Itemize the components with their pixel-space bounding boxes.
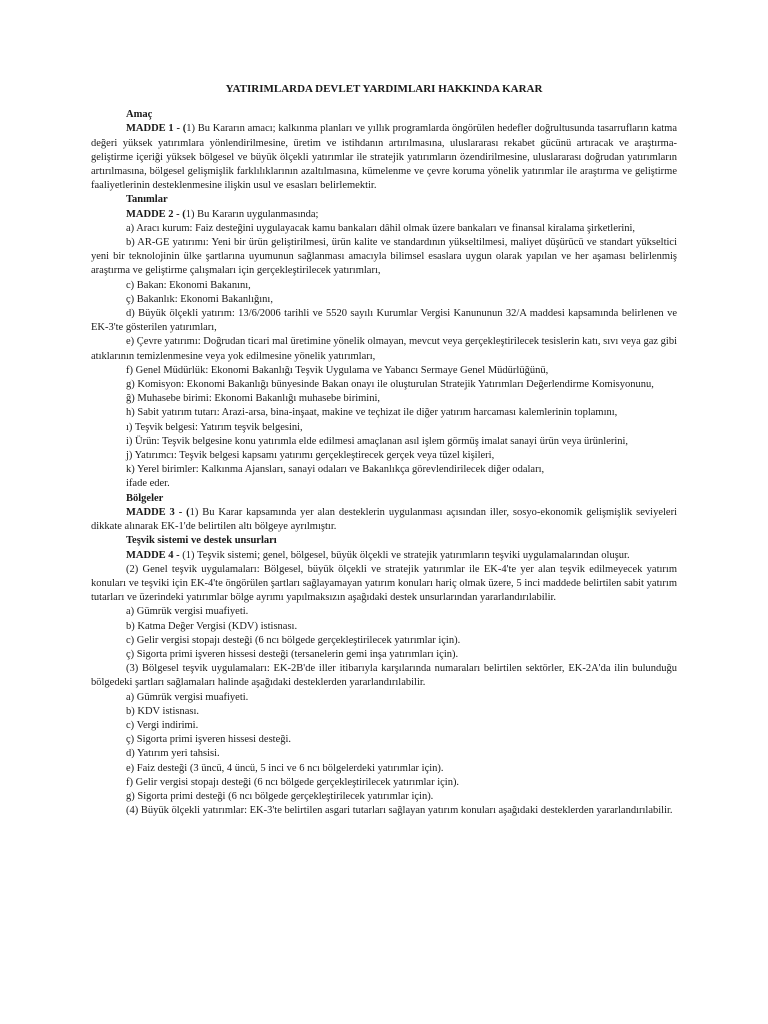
definition-item: k) Yerel birimler: Kalkınma Ajansları, sanayi odaları ve Bakanlıkça görevlendirilecek diğer odaları,: [126, 464, 545, 476]
article-4-label: MADDE 4 -: [126, 549, 183, 561]
article-3-text: 1) Bu Karar kapsamında yer alan desteklerin uygulanması açısından iller, sosyo-ekonomik gelişmişlik seviyeleri dikkate alınarak EK-1'de belirtilen altı bölgeye ayrılmıştır.: [91, 506, 678, 533]
list-item: f) Gelir vergisi stopajı desteği (6 ncı bölgede gerçekleştirilecek yatırımlar için).: [126, 776, 460, 788]
definition-item: a) Aracı kurum: Faiz desteğini uygulayacak kamu bankaları dâhil olmak üzere bankaları ve finansal kiralama şirketlerini,: [126, 222, 636, 234]
article-3-label: MADDE 3 - (: [126, 506, 190, 518]
heading-amac: Amaç: [126, 109, 153, 121]
list-item: d) Yatırım yeri tahsisi.: [126, 748, 220, 760]
heading-tanimlar: Tanımlar: [126, 194, 168, 206]
list-item: c) Vergi indirimi.: [126, 719, 199, 731]
definition-item: d) Büyük ölçekli yatırım: 13/6/2006 tarihli ve 5520 sayılı Kurumlar Vergisi Kanununun 32/A maddesi kapsamında belirlenen ve EK-3'te gösterilen yatırımları,: [91, 308, 677, 334]
definition-item: ğ) Muhasebe birimi: Ekonomi Bakanlığı muhasebe birimini,: [126, 393, 380, 405]
definition-closing: ifade eder.: [126, 478, 170, 490]
document-page: [91, 82, 677, 818]
article-2: [91, 208, 677, 222]
definition-item: e) Çevre yatırımı: Doğrudan ticari mal üretimine yönelik olmayan, mevcut veya gerçekleştirilecek tesislerin katı, sıvı veya gaz gibi atıklarının temizlenmesine veya yok edilmesine yönelik yatırımları,: [91, 336, 677, 362]
definition-item: j) Yatırımcı: Teşvik belgesi kapsamı yatırımı gerçekleştirecek gerçek veya tüzel kişileri,: [126, 450, 495, 462]
article-2-text: 1) Bu Kararın uygulanmasında;: [185, 208, 319, 220]
paragraph-2: (2) Genel teşvik uygulamaları: Bölgesel, büyük ölçekli ve stratejik yatırımlar ile EK-4'te yer alan teşvik edilmeyecek yatırım konuları ve teşviki için EK-4'te öngörülen şartları sağlayamayan yatırım konuları hariç olmak üzere, 5 inci maddede belirtilen sabit yatırım tutarları ve üzerindeki yatırımlar bölge ayrımı yapılmaksızın aşağıdaki destek unsurlarından yararlandırılabilir.: [91, 563, 677, 604]
definition-item: ı) Teşvik belgesi: Yatırım teşvik belgesini,: [126, 421, 303, 433]
definition-item: b) AR-GE yatırımı: Yeni bir ürün geliştirilmesi, ürün kalite ve standardının yükseltilmesi, maliyet düşürücü ve standart yükseltici yeni bir teknolojinin ülke şartlarına uyumunun sağlanması amacıyla bilimsel esaslara uygun olarak yapılan ve her aşaması belirlenmiş araştırma ve geliştirme çalışmaları için gerçekleştirilecek yatırımları,: [91, 237, 677, 277]
list-item: b) Katma Değer Vergisi (KDV) istisnası.: [126, 620, 298, 632]
definition-item: ç) Bakanlık: Ekonomi Bakanlığını,: [126, 293, 273, 305]
paragraph-4: (4) Büyük ölçekli yatırımlar: EK-3'te belirtilen asgari tutarları sağlayan yatırım konuları aşağıdaki desteklerden yararlandırılabilir.: [126, 805, 673, 817]
list-item: a) Gümrük vergisi muafiyeti.: [126, 606, 249, 618]
list-item: ç) Sigorta primi işveren hissesi desteği.: [126, 734, 292, 746]
definition-item: h) Sabit yatırım tutarı: Arazi-arsa, bina-inşaat, makine ve teçhizat ile diğer yatırım harcaması kalemlerinin toplamını,: [126, 407, 618, 419]
article-2-label: MADDE 2 - (: [126, 208, 186, 220]
article-1-label: MADDE 1 - (: [126, 123, 187, 135]
article-3: [91, 506, 677, 534]
article-1-text: 1) Bu Kararın amacı; kalkınma planları ve yıllık programlarda öngörülen hedefler doğrultusunda tasarrufların katma değeri yüksek yatırımlara yönlendirilmesine, üretim ve istihdanın artırılmasına, uluslararası rekabet gücünü artıracak ve araştırma- geliştirme içeriği yüksek bölgesel ve büyük ölçekli yatırımlar ile stratejik yatırımların özendirilmesine, uluslararası doğrudan yatırımların artırılmasına, bölgesel gelişmişlik farklılıklarının azaltılmasına, kümelenme ve çevre koruma yönelik yatırımlar ile araştırma ve geliştirme faaliyetlerinin desteklenmesine ilişkin usul ve esasları belirlemektir.: [91, 123, 678, 192]
definition-item: g) Komisyon: Ekonomi Bakanlığı bünyesinde Bakan onayı ile oluşturulan Stratejik Yatırımları Değerlendirme Komisyonunu,: [126, 379, 654, 391]
article-1: [91, 122, 677, 193]
list-item: ç) Sigorta primi işveren hissesi desteği (tersanelerin gemi inşa yatırımları için).: [126, 648, 459, 660]
list-item: c) Gelir vergisi stopajı desteği (6 ncı bölgede gerçekleştirilecek yatırımlar için).: [126, 634, 461, 646]
list-item: a) Gümrük vergisi muafiyeti.: [126, 691, 249, 703]
heading-bolgeler: Bölgeler: [126, 492, 164, 504]
article-4-text: (1) Teşvik sistemi; genel, bölgesel, büyük ölçekli ve stratejik yatırımların teşviki uygulamalarından oluşur.: [182, 549, 630, 561]
definition-item: c) Bakan: Ekonomi Bakanını,: [126, 279, 251, 291]
heading-tesvik: Teşvik sistemi ve destek unsurları: [126, 535, 277, 547]
list-item: e) Faiz desteği (3 üncü, 4 üncü, 5 inci ve 6 ncı bölgelerdeki yatırımlar için).: [126, 762, 444, 774]
article-4: [91, 549, 677, 563]
list-item: b) KDV istisnası.: [126, 705, 200, 717]
list-item: g) Sigorta primi desteği (6 ncı bölgede gerçekleştirilecek yatırımlar için).: [126, 790, 434, 802]
definition-item: i) Ürün: Teşvik belgesine konu yatırımla elde edilmesi amaçlanan asıl işlem görmüş imalat sanayi ürün veya ürünlerini,: [126, 435, 629, 447]
document-title: YATIRIMLARDA DEVLET YARDIMLARI HAKKINDA KARAR: [225, 83, 543, 95]
definition-item: f) Genel Müdürlük: Ekonomi Bakanlığı Teşvik Uygulama ve Yabancı Sermaye Genel Müdürlüğünü,: [126, 364, 549, 376]
paragraph-3: (3) Bölgesel teşvik uygulamaları: EK-2B'de iller itibarıyla karşılarında numaraları belirtilen sektörler, EK-2A'da ilin bulunduğu bölgedeki şartları sağlamaları halinde aşağıdaki desteklerden yararlandırılabilir.: [91, 663, 677, 689]
